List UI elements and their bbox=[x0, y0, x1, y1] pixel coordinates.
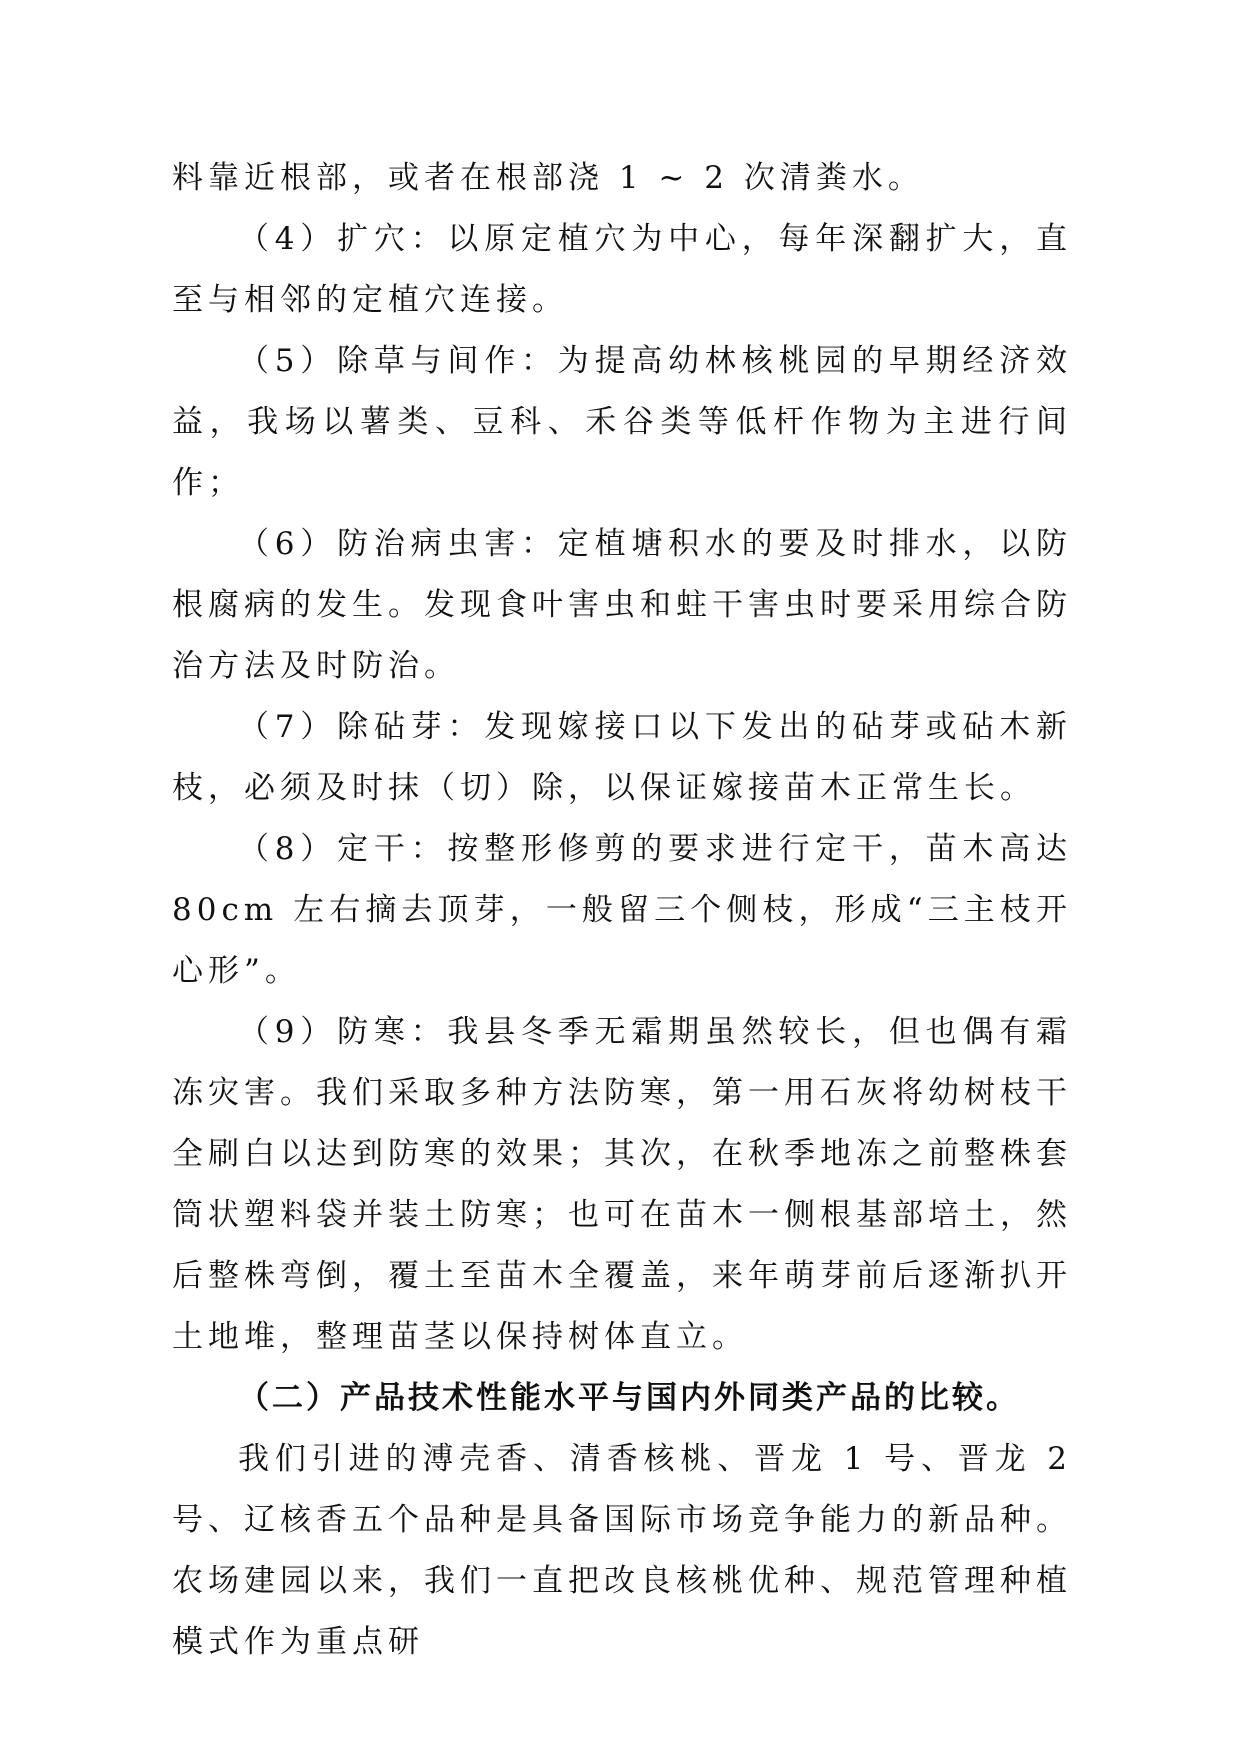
document-page bbox=[172, 148, 1072, 1673]
section-heading: （二）产品技术性能水平与国内外同类产品的比较。 bbox=[238, 1380, 1020, 1416]
paragraph-weeding-intercrop: （5）除草与间作：为提高幼林核桃园的早期经济效益，我场以薯类、豆科、禾谷类等低杆作物为主进行间作； bbox=[172, 343, 1072, 501]
paragraph-trunk-setting: （8）定干：按整形修剪的要求进行定干，苗木高达 80cm 左右摘去顶芽，一般留三个侧枝，形成“三主枝开心形”。 bbox=[172, 831, 1072, 989]
paragraph-varieties: 我们引进的溥壳香、清香核桃、晋龙 1 号、晋龙 2 号、辽核香五个品种是具备国际市场竞争能力的新品种。农场建园以来，我们一直把改良核桃优种、规范管理种植模式作为重点研 bbox=[172, 1441, 1072, 1660]
paragraph-expand-pit: （4）扩穴：以原定植穴为中心，每年深翻扩大，直至与相邻的定植穴连接。 bbox=[172, 221, 1072, 318]
paragraph-cold-protection: （9）防寒：我县冬季无霜期虽然较长，但也偶有霜冻灾害。我们采取多种方法防寒，第一用石灰将幼树枝干全刷白以达到防寒的效果；其次，在秋季地冻之前整株套筒状塑料袋并装土防寒；也可在苗木一侧根基部培土，然后整株弯倒，覆土至苗木全覆盖，来年萌芽前后逐渐扒开土地堆，整理苗茎以保持树体直立。 bbox=[172, 1014, 1072, 1355]
paragraph-pest-control: （6）防治病虫害：定植塘积水的要及时排水，以防根腐病的发生。发现食叶害虫和蛀干害虫时要采用综合防治方法及时防治。 bbox=[172, 526, 1072, 684]
paragraph-continuation: 料靠近根部，或者在根部浇 1 ~ 2 次清粪水。 bbox=[172, 160, 924, 196]
paragraph-rootstock-buds: （7）除砧芽：发现嫁接口以下发出的砧芽或砧木新枝，必须及时抹（切）除，以保证嫁接苗木正常生长。 bbox=[172, 709, 1072, 806]
